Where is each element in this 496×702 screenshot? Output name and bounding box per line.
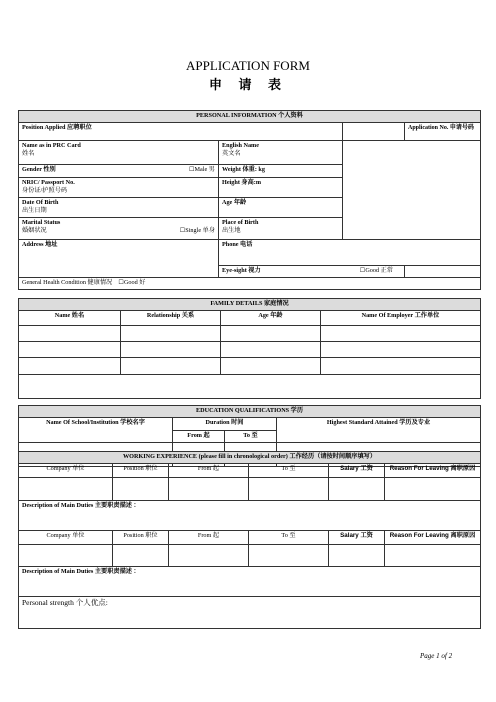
weight-field[interactable]: Weight 体重: kg (219, 165, 343, 178)
family-details-table (18, 298, 481, 399)
marital-status-field[interactable]: Marital Status 婚姻状况 ☐Single 单身 (19, 218, 219, 240)
family-col-age: Age 年龄 (221, 311, 321, 326)
table-row[interactable] (19, 545, 481, 567)
education-col-school: Name Of School/Institution 学校名字 (19, 418, 173, 443)
table-row[interactable] (19, 326, 481, 342)
form-title-cn: 申 请 表 (208, 78, 288, 93)
education-header: EDUCATION QUALIFICATIONS 学历 (19, 406, 481, 418)
nric-field[interactable]: NRIC/ Passport No. 身份证/护照号码 (19, 178, 219, 198)
height-field[interactable]: Height 身高:m (219, 178, 343, 198)
work-col-position: Position 职位 (113, 531, 169, 545)
work-col-company: Company 单位 (19, 464, 113, 478)
work-col-company: Company 单位 (19, 531, 113, 545)
eyesight-field[interactable]: Eye-sight 视力 ☐Good 正常 (219, 266, 405, 278)
education-col-duration: Duration 时间 (173, 418, 277, 431)
family-header: FAMILY DETAILS 家庭情况 (19, 299, 481, 311)
application-no-label[interactable]: Application No. 申请号码 (405, 123, 481, 141)
eyesight-good-checkbox[interactable]: ☐Good 正常 (359, 267, 393, 274)
age-field[interactable]: Age 年龄 (219, 198, 343, 218)
work-col-reason: Reason For Leaving 离职原因 (385, 531, 481, 545)
personal-info-header: PERSONAL INFORMATION 个人资料 (19, 111, 481, 123)
english-name-field[interactable]: English Name 英文名 (219, 141, 343, 165)
work-header: WORKING EXPERIENCE (please fill in chronological order) 工作经历（请按时间顺序填写） (19, 452, 481, 464)
form-title: APPLICATION FORM (186, 58, 310, 73)
single-checkbox[interactable]: ☐Single 单身 (179, 227, 215, 235)
prc-name-field[interactable]: Name as in PRC Card 姓名 (19, 141, 219, 165)
table-row[interactable] (19, 478, 481, 501)
position-applied-label[interactable]: Position Applied 应聘职位 (19, 123, 343, 141)
duties-field[interactable]: Description of Main Duties 主要职责描述 ： (19, 501, 481, 531)
dob-field[interactable]: Date Of Birth 出生日期 (19, 198, 219, 218)
duties-field[interactable]: Description of Main Duties 主要职责描述 ： (19, 567, 481, 597)
family-col-name: Name 姓名 (19, 311, 121, 326)
education-col-highest: Highest Standard Attained 学历及专业 (277, 418, 481, 443)
family-col-relationship: Relationship 关系 (121, 311, 221, 326)
family-col-employer: Name Of Employer 工作单位 (321, 311, 481, 326)
education-col-from: From 起 (173, 431, 225, 443)
table-row[interactable] (19, 358, 481, 375)
work-col-reason: Reason For Leaving 离职原因 (385, 464, 481, 478)
personal-strength-field[interactable]: Personal strength 个人优点: (19, 597, 481, 629)
work-col-position: Position 职位 (113, 464, 169, 478)
work-col-from: From 起 (169, 464, 249, 478)
page-number: Page 1 of 2 (420, 652, 453, 660)
place-of-birth-field[interactable]: Place of Birth 出生地 (219, 218, 343, 240)
personal-info-table (18, 110, 481, 290)
work-col-from: From 起 (169, 531, 249, 545)
male-checkbox[interactable]: ☐Male 男 (189, 166, 215, 173)
work-col-salary: Salary 工资 (329, 531, 385, 545)
phone-field[interactable]: Phone 电话 (219, 240, 481, 266)
work-experience-table (18, 451, 481, 629)
gender-field[interactable]: Gender 性别 ☐Male 男 (19, 165, 219, 178)
health-condition-field[interactable]: General Health Condition 健康情况 ☐Good 好 (19, 278, 481, 290)
table-row[interactable] (19, 342, 481, 358)
education-col-to: To 至 (225, 431, 277, 443)
photo-box (343, 141, 481, 240)
work-col-salary: Salary 工资 (329, 464, 385, 478)
work-col-to: To 至 (249, 531, 329, 545)
address-field[interactable]: Address 地址 (19, 240, 219, 278)
work-col-to: To 至 (249, 464, 329, 478)
